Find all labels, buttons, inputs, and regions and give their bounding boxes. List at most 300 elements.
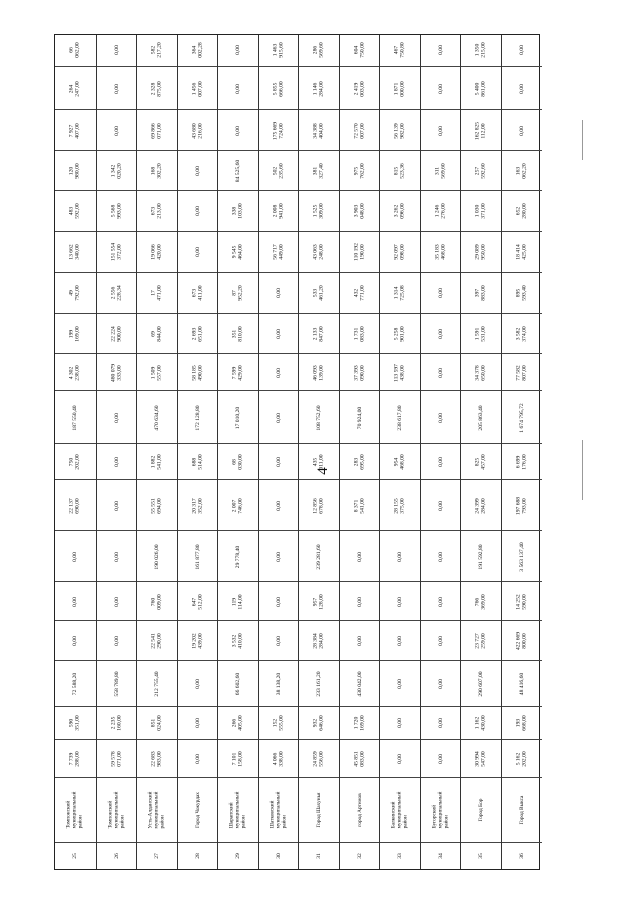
cell-value: 66 062,00 — [68, 42, 82, 58]
value-cell — [55, 109, 96, 151]
cell-value: 1 731 083,00 — [353, 326, 366, 342]
value-cell — [502, 109, 543, 151]
cell-value: 283 695,00 — [353, 454, 366, 470]
value-cell — [461, 443, 502, 480]
value-cell — [421, 231, 462, 273]
cell-value: 688 514,00 — [191, 454, 204, 470]
value-cell — [421, 581, 462, 621]
value-cell — [218, 706, 259, 740]
value-cell — [461, 109, 502, 151]
municipality-name: Шатковский муниципальный район — [269, 791, 288, 829]
value-cell — [421, 353, 462, 391]
row-number: 28 — [194, 852, 201, 859]
value-cell — [299, 313, 340, 354]
cell-value: 56 717 449,00 — [272, 244, 285, 260]
cell-value: 7 927 407,00 — [68, 123, 82, 139]
value-cell — [97, 739, 138, 778]
value-cell — [380, 33, 421, 67]
value-cell — [299, 190, 340, 232]
cell-value: 533 461,20 — [312, 285, 326, 302]
cell-value: 954 468,00 — [393, 454, 407, 470]
municipality-name-cell — [380, 777, 421, 843]
municipality-name-cell — [178, 777, 219, 843]
cell-value: 4 302 238,00 — [68, 365, 82, 381]
cell-value: 110 192 190,00 — [353, 243, 366, 262]
value-cell — [461, 353, 502, 391]
row-number-cell — [380, 842, 421, 869]
value-cell — [97, 660, 138, 707]
cell-value: 0,00 — [397, 636, 404, 646]
cell-value: 0,00 — [235, 83, 242, 94]
value-cell — [421, 660, 462, 707]
cell-value: 45 851 083,00 — [353, 751, 366, 767]
scan-mark — [582, 120, 583, 160]
cell-value: 197 688 793,00 — [515, 496, 528, 515]
value-cell — [340, 272, 381, 314]
cell-value: 1 882 541,00 — [150, 454, 164, 470]
value-cell — [55, 33, 96, 67]
cell-value: 1 146 284,00 — [312, 81, 326, 97]
cell-value: 0,00 — [275, 367, 282, 378]
value-cell — [340, 443, 381, 480]
value-cell — [259, 109, 300, 151]
value-cell — [137, 272, 178, 314]
cell-value: 187 550,40 — [72, 405, 79, 431]
data-table — [54, 34, 540, 870]
value-cell — [55, 231, 96, 273]
cell-value: 1 871 000,00 — [393, 81, 407, 97]
value-cell — [137, 706, 178, 740]
row-number-cell — [259, 842, 300, 869]
cell-value: 18 414 425,00 — [515, 244, 528, 260]
value-cell — [502, 190, 543, 232]
cell-value: 1 591 531,00 — [474, 326, 488, 342]
value-cell — [380, 443, 421, 480]
cell-value: 0,00 — [437, 718, 444, 729]
value-cell — [97, 353, 138, 391]
cell-value: 161 877,80 — [194, 544, 201, 570]
value-cell — [97, 390, 138, 444]
cell-value: 3 903 048,00 — [353, 203, 366, 219]
cell-value: 72 588,20 — [72, 672, 79, 695]
cell-value: 5 162 202,00 — [515, 751, 528, 767]
cell-value: 43 063 248,00 — [312, 244, 326, 260]
value-cell — [178, 660, 219, 707]
municipality-name-cell — [218, 777, 259, 843]
value-cell — [380, 66, 421, 110]
page-number: 4 — [315, 467, 331, 475]
cell-value: 119 114,00 — [231, 594, 245, 610]
cell-value: 2 008 941,00 — [272, 203, 285, 219]
value-cell — [97, 190, 138, 232]
municipality-name-cell — [421, 777, 462, 843]
value-cell — [340, 190, 381, 232]
value-cell — [461, 581, 502, 621]
cell-value: 29 778,40 — [235, 545, 242, 568]
value-cell — [55, 706, 96, 740]
row-number-cell — [461, 842, 502, 869]
value-cell — [502, 620, 543, 660]
cell-value: 17 010,20 — [235, 406, 242, 429]
table-row — [298, 35, 340, 869]
value-cell — [178, 530, 219, 582]
value-cell — [259, 390, 300, 444]
value-cell — [55, 150, 96, 190]
cell-value: 7 101 158,00 — [231, 751, 245, 767]
cell-value: 0,00 — [113, 500, 120, 511]
cell-value: 0,00 — [113, 636, 120, 646]
value-cell — [178, 66, 219, 110]
cell-value: 12 856 678,00 — [312, 498, 326, 514]
value-cell — [380, 660, 421, 707]
cell-value: 0,00 — [356, 636, 363, 646]
cell-value: 0,00 — [437, 412, 444, 423]
cell-value: 0,00 — [397, 551, 404, 562]
cell-value: 172 128,80 — [194, 405, 201, 431]
table-row — [501, 35, 543, 869]
row-number: 31 — [316, 852, 323, 859]
cell-value: 2 235 160,00 — [110, 715, 123, 731]
cell-value: 0,00 — [194, 753, 201, 764]
value-cell — [178, 479, 219, 531]
cell-value: 0,00 — [397, 718, 404, 729]
value-cell — [380, 231, 421, 273]
value-cell — [259, 33, 300, 67]
value-cell — [461, 313, 502, 354]
value-cell — [178, 390, 219, 444]
value-cell — [340, 479, 381, 531]
cell-value: 92 097 098,00 — [393, 244, 407, 260]
value-cell — [421, 66, 462, 110]
municipality-name: город Артемов — [356, 793, 363, 827]
value-cell — [97, 706, 138, 740]
municipality-name-cell — [55, 777, 96, 843]
cell-value: 43 680 216,00 — [191, 123, 204, 139]
cell-value: 0,00 — [437, 367, 444, 378]
cell-value: 0,00 — [275, 551, 282, 562]
cell-value: 2 556 228,34 — [110, 285, 123, 302]
cell-value: 14 252 590,00 — [515, 594, 528, 610]
value-cell — [299, 150, 340, 190]
value-cell — [340, 581, 381, 621]
cell-value: 19 202 439,00 — [191, 633, 204, 649]
value-cell — [340, 109, 381, 151]
value-cell — [380, 190, 421, 232]
cell-value: 238 617,80 — [397, 405, 404, 431]
value-cell — [55, 390, 96, 444]
value-cell — [502, 443, 543, 480]
value-cell — [340, 390, 381, 444]
cell-value: 0,00 — [437, 125, 444, 136]
value-cell — [218, 231, 259, 273]
value-cell — [178, 313, 219, 354]
value-cell — [218, 150, 259, 190]
value-cell — [380, 739, 421, 778]
value-cell — [259, 739, 300, 778]
value-cell — [461, 150, 502, 190]
value-cell — [259, 353, 300, 391]
municipality-name-cell — [299, 777, 340, 843]
value-cell — [97, 150, 138, 190]
municipality-name: Бугорский муниципальный район — [431, 791, 450, 829]
value-cell — [137, 581, 178, 621]
value-cell — [137, 530, 178, 582]
cell-value: 22 541 290,00 — [150, 633, 164, 649]
cell-value: 1 674 795,72 — [518, 403, 525, 433]
value-cell — [259, 150, 300, 190]
cell-value: 0,00 — [397, 753, 404, 764]
value-cell — [299, 33, 340, 67]
cell-value: 264 247,00 — [68, 81, 82, 97]
cell-value: 0,00 — [437, 753, 444, 764]
value-cell — [421, 530, 462, 582]
cell-value: 4 066 338,00 — [272, 751, 285, 767]
value-cell — [259, 581, 300, 621]
value-cell — [299, 706, 340, 740]
value-cell — [502, 231, 543, 273]
value-cell — [218, 660, 259, 707]
cell-value: 0,00 — [194, 206, 201, 217]
cell-value: 604 750,00 — [353, 42, 366, 58]
value-cell — [502, 33, 543, 67]
value-cell — [502, 66, 543, 110]
value-cell — [259, 443, 300, 480]
cell-value: 0,00 — [356, 551, 363, 562]
value-cell — [97, 231, 138, 273]
table-row — [177, 35, 219, 869]
value-cell — [137, 66, 178, 110]
cell-value: 3 532 410,00 — [231, 633, 245, 649]
cell-value: 338 103,00 — [231, 203, 245, 219]
cell-value: 815 523,36 — [393, 163, 407, 179]
cell-value: 162 825 112,00 — [474, 121, 488, 140]
value-cell — [178, 706, 219, 740]
value-cell — [340, 33, 381, 67]
value-cell — [340, 739, 381, 778]
value-cell — [259, 706, 300, 740]
value-cell — [218, 530, 259, 582]
value-cell — [380, 620, 421, 660]
value-cell — [259, 313, 300, 354]
value-cell — [178, 620, 219, 660]
cell-value: 286 569,60 — [312, 42, 326, 58]
cell-value: 0,00 — [113, 457, 120, 468]
cell-value: 59 578 071,00 — [110, 751, 123, 767]
value-cell — [421, 390, 462, 444]
value-cell — [502, 272, 543, 314]
cell-value: 0,00 — [518, 83, 525, 94]
value-cell — [218, 739, 259, 778]
cell-value: 0,00 — [356, 596, 363, 607]
value-cell — [137, 620, 178, 660]
value-cell — [137, 109, 178, 151]
value-cell — [299, 109, 340, 151]
value-cell — [421, 33, 462, 67]
cell-value: 69 844,00 — [150, 326, 164, 342]
cell-value: 70 924,00 — [356, 406, 363, 429]
cell-value: 0,00 — [437, 551, 444, 562]
cell-value: 0,00 — [437, 500, 444, 511]
cell-value: 66 602,60 — [235, 672, 242, 695]
value-cell — [55, 581, 96, 621]
cell-value: 0,00 — [397, 678, 404, 689]
cell-value: 55 551 694,00 — [150, 498, 164, 514]
cell-value: 266 405,00 — [231, 715, 245, 731]
value-cell — [299, 231, 340, 273]
value-cell — [137, 313, 178, 354]
value-cell — [340, 313, 381, 354]
cell-value: 422 669 800,00 — [515, 631, 528, 651]
value-cell — [55, 479, 96, 531]
cell-value: 290 607,00 — [478, 670, 485, 697]
municipality-name-cell — [259, 777, 300, 843]
value-cell — [461, 706, 502, 740]
cell-value: 5 400 861,00 — [474, 81, 488, 97]
row-number: 35 — [478, 852, 485, 859]
municipality-name-cell — [97, 777, 138, 843]
value-cell — [421, 443, 462, 480]
row-number: 25 — [72, 852, 79, 859]
table-row — [460, 35, 502, 869]
value-cell — [299, 620, 340, 660]
table-row — [339, 35, 381, 869]
cell-value: 191 592,80 — [478, 544, 485, 570]
cell-value: 151 554 372,00 — [110, 243, 123, 262]
cell-value: 46 093 139,00 — [312, 365, 326, 381]
cell-value: 87 952,20 — [231, 285, 245, 302]
cell-value: 28 384 284,00 — [312, 633, 326, 649]
cell-value: 766 369,00 — [474, 594, 488, 610]
cell-value: 430 042,00 — [356, 670, 363, 697]
value-cell — [218, 390, 259, 444]
value-cell — [259, 66, 300, 110]
row-number: 27 — [154, 852, 161, 859]
value-cell — [502, 150, 543, 190]
cell-value: 1 030 371,00 — [474, 203, 488, 219]
municipality-name-cell — [461, 777, 502, 843]
cell-value: 5 258 901,00 — [393, 326, 407, 342]
cell-value: 0,00 — [437, 636, 444, 646]
table-row — [217, 35, 259, 869]
cell-value: 311 569,60 — [434, 163, 447, 179]
value-cell — [380, 150, 421, 190]
value-cell — [137, 33, 178, 67]
cell-value: 0,00 — [113, 596, 120, 607]
scan-mark — [582, 440, 583, 500]
value-cell — [461, 530, 502, 582]
value-cell — [218, 353, 259, 391]
cell-value: 364 002,28 — [191, 42, 204, 58]
cell-value: 0,00 — [72, 636, 79, 646]
cell-value: 0,00 — [72, 551, 79, 562]
value-cell — [137, 390, 178, 444]
value-cell — [340, 620, 381, 660]
cell-value: 34 388 404,00 — [312, 123, 326, 139]
value-cell — [218, 443, 259, 480]
cell-value: 0,00 — [194, 247, 201, 258]
value-cell — [259, 620, 300, 660]
cell-value: 30 994 547,00 — [474, 751, 488, 767]
value-cell — [218, 620, 259, 660]
value-cell — [461, 66, 502, 110]
cell-value: 20 317 352,00 — [191, 498, 204, 514]
value-cell — [218, 479, 259, 531]
cell-value: 480 079 333,00 — [110, 363, 123, 382]
row-number-cell — [55, 842, 96, 869]
value-cell — [421, 739, 462, 778]
cell-value: 205 863,40 — [478, 405, 485, 431]
value-cell — [137, 150, 178, 190]
value-cell — [299, 739, 340, 778]
cell-value: 120 980,00 — [68, 163, 82, 179]
value-cell — [55, 620, 96, 660]
cell-value: 68 030,00 — [231, 454, 245, 470]
value-cell — [178, 150, 219, 190]
value-cell — [421, 190, 462, 232]
cell-value: 957 128,00 — [312, 594, 326, 610]
cell-value: 24 859 556,00 — [312, 751, 326, 767]
value-cell — [380, 530, 421, 582]
value-cell — [461, 390, 502, 444]
cell-value: 5 855 666,00 — [272, 81, 285, 97]
cell-value: 0,00 — [275, 457, 282, 468]
cell-value: 1 720 169,00 — [353, 715, 366, 731]
cell-value: 0,00 — [437, 45, 444, 56]
cell-value: 190 026,00 — [154, 544, 161, 570]
cell-value: 0,00 — [437, 329, 444, 339]
value-cell — [137, 231, 178, 273]
cell-value: 0,00 — [72, 596, 79, 607]
cell-value: 7 739 288,00 — [68, 751, 82, 767]
cell-value: 3 262 096,00 — [393, 203, 407, 219]
cell-value: 558 789,80 — [113, 670, 120, 697]
cell-value: 432 771,00 — [353, 285, 366, 302]
value-cell — [380, 313, 421, 354]
table-row — [379, 35, 421, 869]
cell-value: 193 668,00 — [515, 715, 528, 731]
value-cell — [97, 33, 138, 67]
cell-value: 1 509 557,00 — [150, 365, 164, 381]
cell-value: 9 545 464,00 — [231, 244, 245, 260]
cell-value: 22 683 983,00 — [150, 751, 164, 767]
row-number-cell — [421, 842, 462, 869]
cell-value: 0,00 — [275, 596, 282, 607]
cell-value: 34 378 650,00 — [474, 365, 488, 381]
row-number-cell — [178, 842, 219, 869]
cell-value: 435 011,00 — [312, 454, 326, 470]
cell-value: 77 582 807,00 — [515, 365, 528, 381]
cell-value: 0,00 — [437, 596, 444, 607]
value-cell — [502, 581, 543, 621]
cell-value: 233 161,20 — [316, 670, 323, 697]
value-cell — [502, 706, 543, 740]
value-cell — [55, 313, 96, 354]
cell-value: 2 133 847,00 — [312, 326, 326, 342]
cell-value: 0,00 — [113, 125, 120, 136]
cell-value: 2 328 875,00 — [150, 81, 164, 97]
cell-value: 113 597 438,00 — [393, 363, 407, 382]
value-cell — [259, 479, 300, 531]
municipality-name: Город Бор — [478, 798, 485, 822]
cell-value: 1 456 007,00 — [191, 81, 204, 97]
value-cell — [218, 66, 259, 110]
value-cell — [502, 739, 543, 778]
value-cell — [299, 66, 340, 110]
value-cell — [259, 272, 300, 314]
cell-value: 175 669 724,00 — [272, 121, 285, 140]
value-cell — [299, 530, 340, 582]
value-cell — [299, 390, 340, 444]
